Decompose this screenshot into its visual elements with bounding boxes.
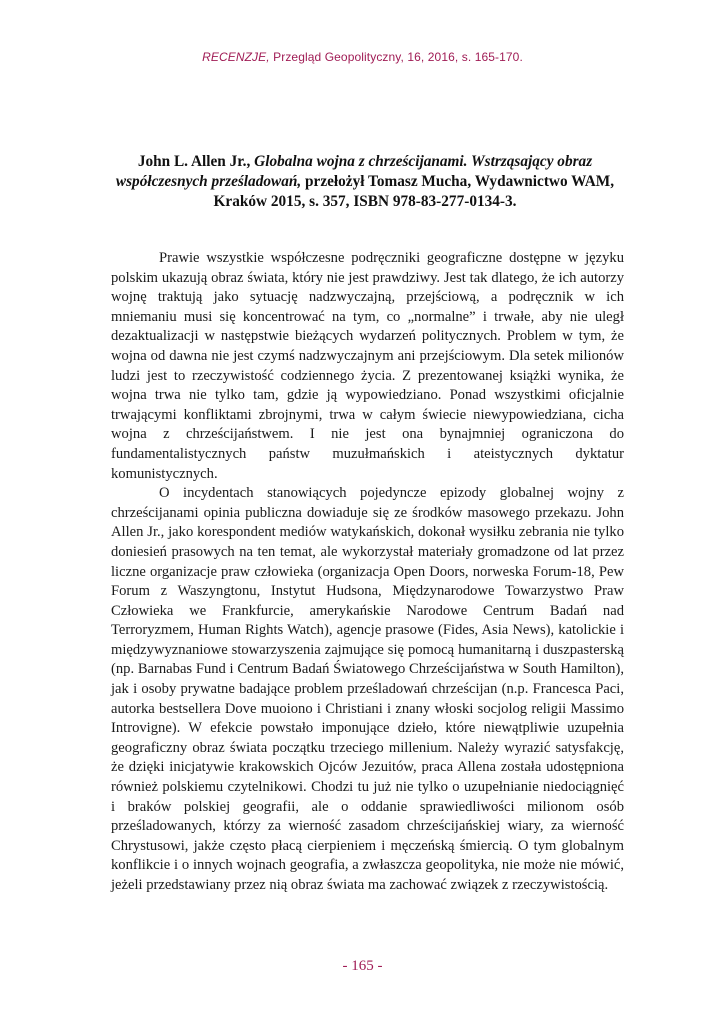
- review-heading: [110, 152, 620, 212]
- review-body: [111, 249, 624, 896]
- book-title: Globalna wojna z chrześcijanami. Wstrząsający obraz współczesnych prześladowań,: [115, 153, 593, 190]
- body-paragraph: O incydentach stanowiących pojedyncze epizody globalnej wojny z chrześcijanami opinia publiczna dowiaduje się ze środków masowego przekazu. John Allen Jr., jako korespondent mediów watykańskich, dokonał wysiłku zebrania nie tylko doniesień prasowych na ten temat, ale wykorzystał materiały gromadzone od lat przez liczne organizacje praw człowieka (organizacja Open Doors, norweska Forum-18, Pew Forum z Waszyngtonu, Instytut Hudsona, Międzynarodowe Towarzystwo Praw Człowieka we Frankfurcie, amerykańskie Narodowe Centrum Badań nad Terroryzmem, Human Rights Watch), agencje prasowe (Fides, Asia News), katolickie i międzywyznaniowe stowarzyszenia zajmujące się pomocą humanitarną i duszpasterską (np. Barnabas Fund i Centrum Badań Światowego Chrześcijaństwa w South Hamilton), jak i osoby prywatne badające problem prześladowań chrześcijan (n.p. Francesca Paci, autorka bestsellera Dove muoiono i Christiani i znany włoski socjolog religii Massimo Introvigne). W efekcie powstało imponujące dzieło, które niewątpliwie uzupełnia geograficzny obraz świata początku trzeciego millenium. Należy wyrazić satysfakcję, że dzięki inicjatywie krakowskich Ojców Jezuitów, praca Allena została udostępniona również polskiemu czytelnikowi. Chodzi tu już nie tylko o uzupełnianie niedociągnięć i braków polskiej geografii, ale o oddanie sprawiedliwości milionom osób prześladowanych, którzy za wierność zasadom chrześcijańskiej wiary, za wierność Chrystusowi, jakże często płacą cierpieniem i męczeńską śmiercią. O tym globalnym konflikcie i o innych wojnach geografia, a zwłaszcza geopolityka, nie może nie mówić, jeżeli przedstawiany przez nią obraz świata ma zachować związek z rzeczywistością.: [111, 485, 624, 893]
- section-label: RECENZJE,: [202, 50, 270, 64]
- book-author: John L. Allen Jr.,: [137, 153, 251, 170]
- book-details: przełożył Tomasz Mucha, Wydawnictwo WAM, Kraków 2015, s. 357, ISBN 978-83-277-0134-3.: [213, 173, 615, 210]
- page-number: - 165 -: [342, 958, 383, 974]
- body-paragraph: Prawie wszystkie współczesne podręczniki geograficzne dostępne w języku polskim ukazują obraz świata, który nie jest prawdziwy. Jest tak dlatego, że ich autorzy wojnę traktują jako sytuację nadzwyczajną, przejściową, a podręcznik w ich mniemaniu musi się koncentrować na tym, co „normalne” i trwałe, aby nie uległ dezaktualizacji w następstwie bieżących wydarzeń politycznych. Problem w tym, że wojna od dawna nie jest czymś nadzwyczajnym ani przejściowym. Dla setek milionów ludzi jest to rzeczywistość codziennego życia. Z prezentowanej książki wynika, że wojna trwa nie tylko tam, gdzie ją wypowiedziano. Ponad wszystkimi oficjalnie trwającymi konfliktami zbrojnymi, trwa w całym świecie niewypowiedziana, cicha wojna z chrześcijaństwem. I nie jest ona bynajmniej ograniczona do fundamentalistycznych państw muzułmańskich i ateistycznych dyktatur komunistycznych.: [111, 250, 624, 482]
- running-header: [0, 50, 725, 64]
- journal-citation: Przegląd Geopolityczny, 16, 2016, s. 165-170.: [273, 50, 523, 64]
